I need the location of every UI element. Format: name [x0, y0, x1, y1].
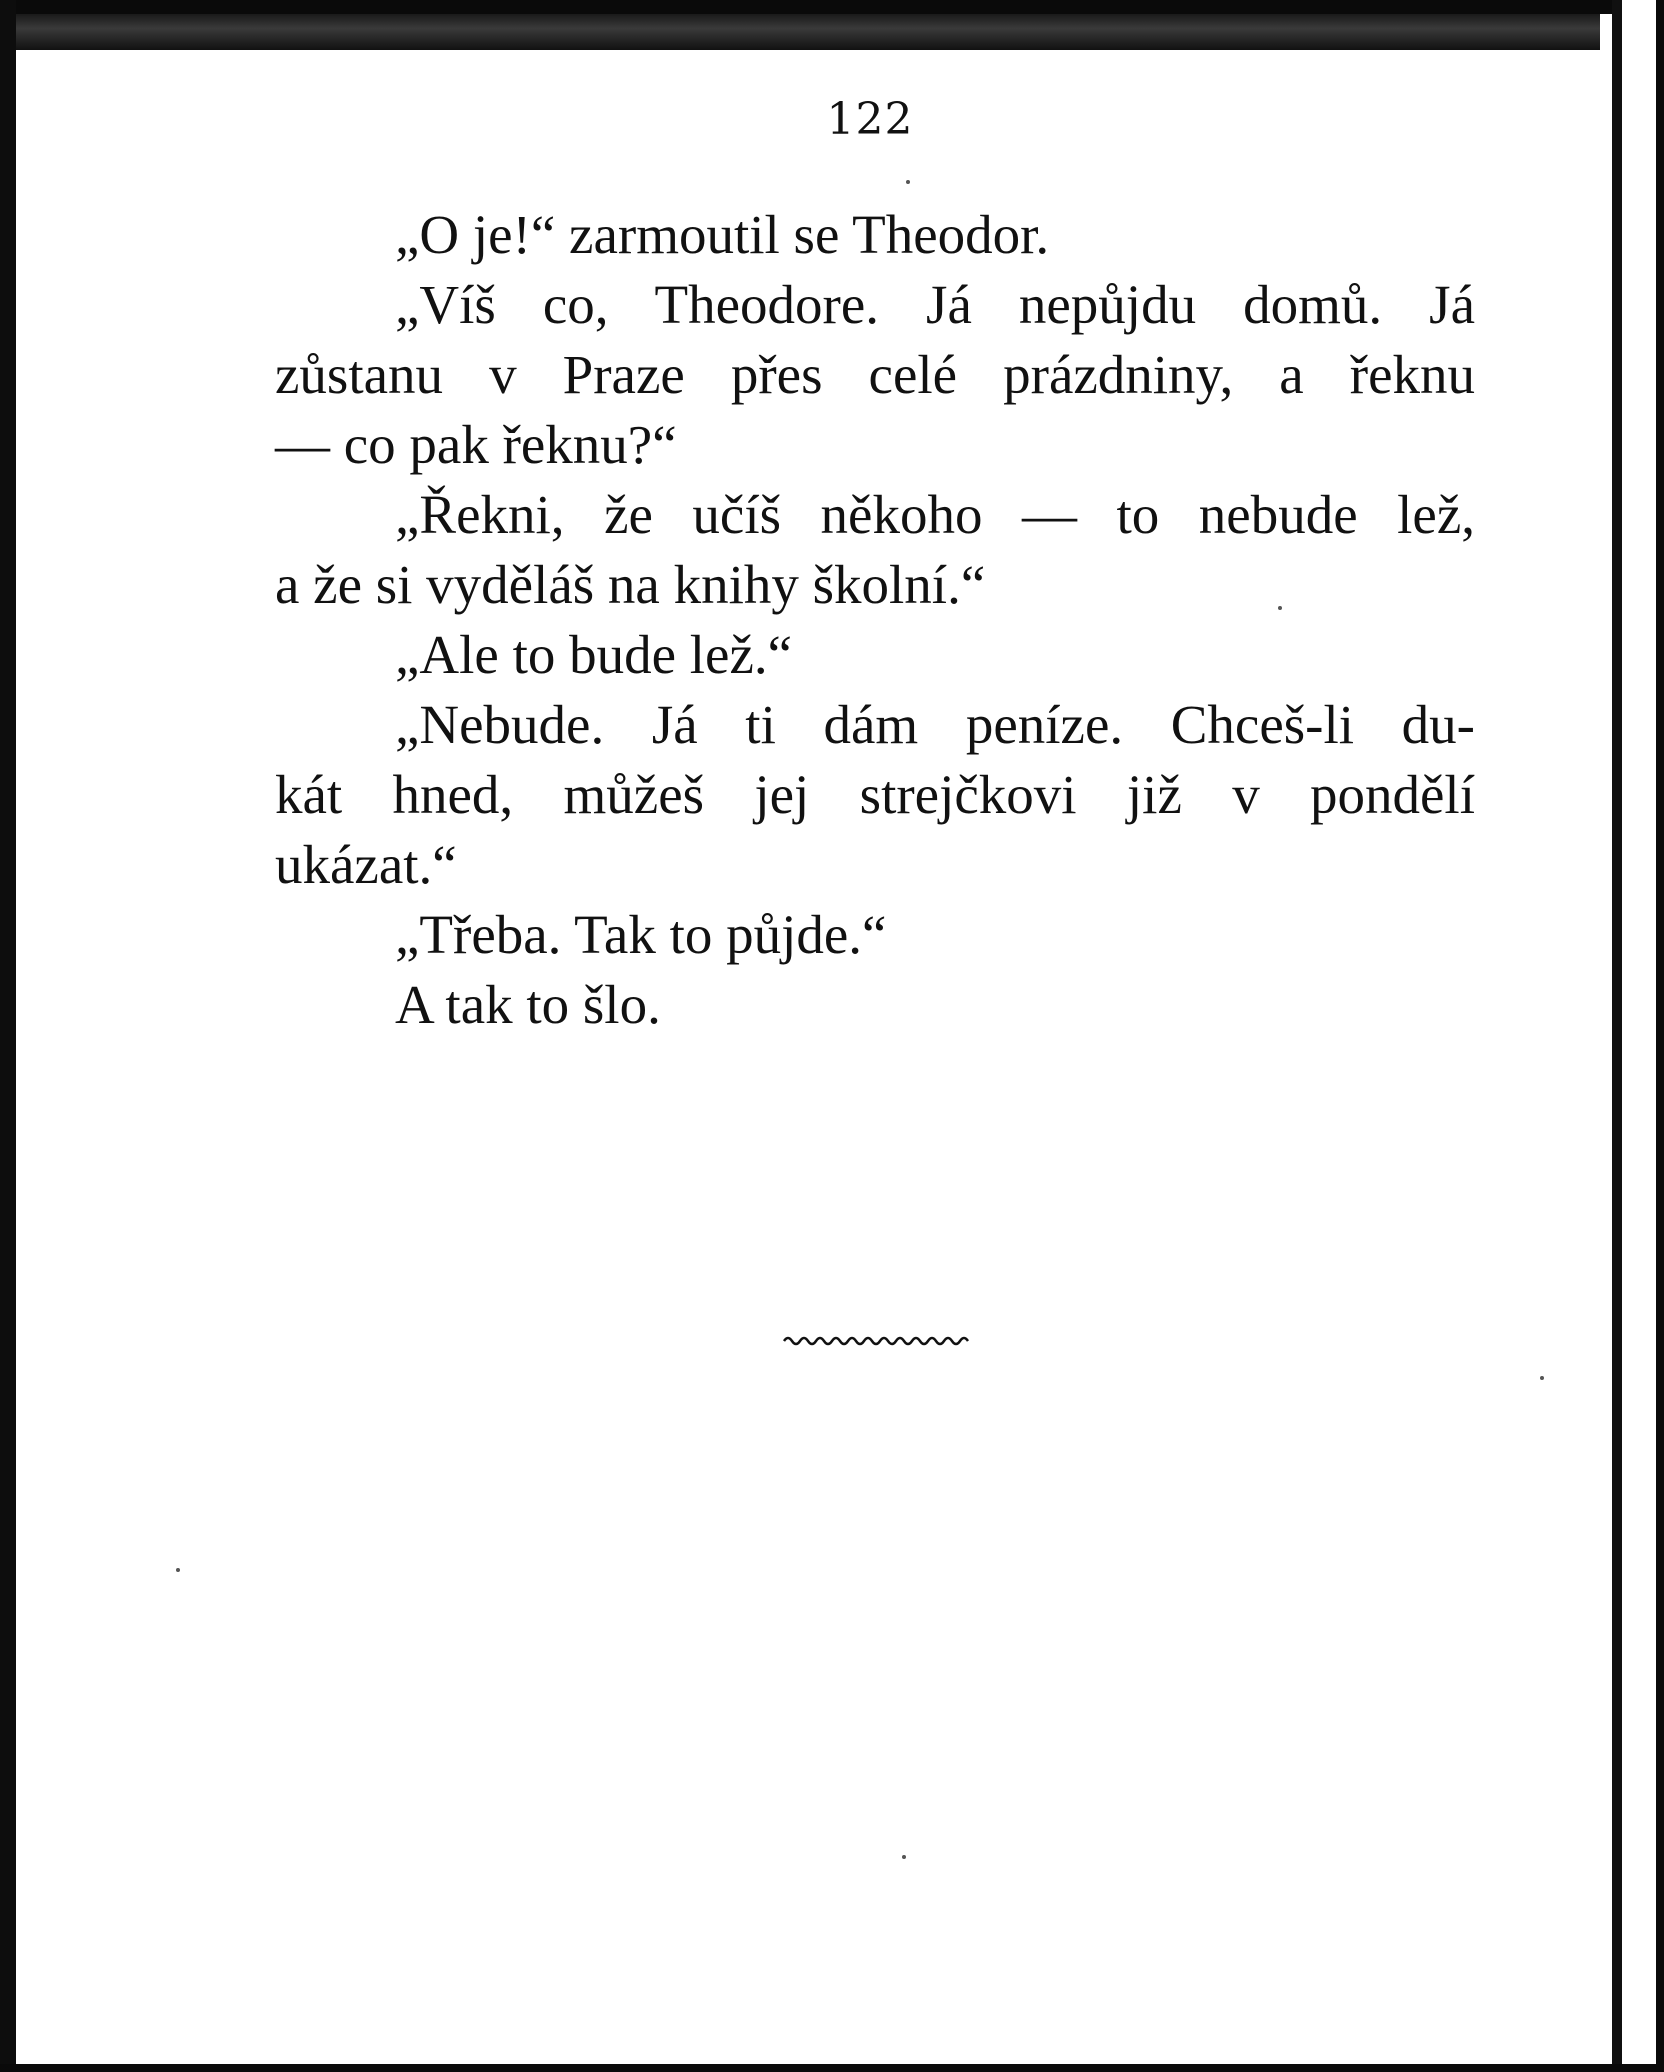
text-line-6: a že si vyděláš na knihy školní.“ [275, 554, 986, 615]
body-text [275, 200, 1475, 1040]
wavy-divider-ornament [782, 1333, 972, 1347]
scan-speck [906, 180, 910, 184]
text-line-5: „Řekni, že učíš někoho — to nebude lež, [395, 484, 1475, 545]
text-line-10: ukázat.“ [275, 834, 457, 895]
text-line-11: „Třeba. Tak to půjde.“ [395, 904, 887, 965]
text-line-12: A tak to šlo. [395, 974, 661, 1035]
scan-speck [1540, 1376, 1544, 1380]
scan-top-border [0, 0, 1664, 14]
scan-speck [1278, 606, 1282, 610]
scan-left-border [0, 0, 16, 2072]
scan-speck [902, 1855, 906, 1859]
scan-bottom-border [0, 2064, 1664, 2072]
text-line-9: kát hned, můžeš jej strejčkovi již v pondělí [275, 764, 1475, 825]
text-line-4: — co pak řeknu?“ [275, 414, 677, 475]
text-line-3: zůstanu v Praze přes celé prázdniny, a řeknu [275, 344, 1475, 405]
text-line-8: „Nebude. Já ti dám peníze. Chceš-li du- [395, 694, 1475, 755]
text-line-7: „Ale to bude lež.“ [395, 624, 793, 685]
page-right-margin [1600, 14, 1612, 2072]
text-line-1: „O je!“ zarmoutil se Theodor. [395, 204, 1050, 265]
text-line-2: „Víš co, Theodore. Já nepůjdu domů. Já [395, 274, 1475, 335]
scan-speck [176, 1568, 180, 1572]
scan-far-right-border [1656, 0, 1664, 2072]
page-number: 122 [826, 94, 914, 145]
scan-top-shadow [0, 14, 1600, 50]
scan-right-border [1612, 0, 1622, 2072]
